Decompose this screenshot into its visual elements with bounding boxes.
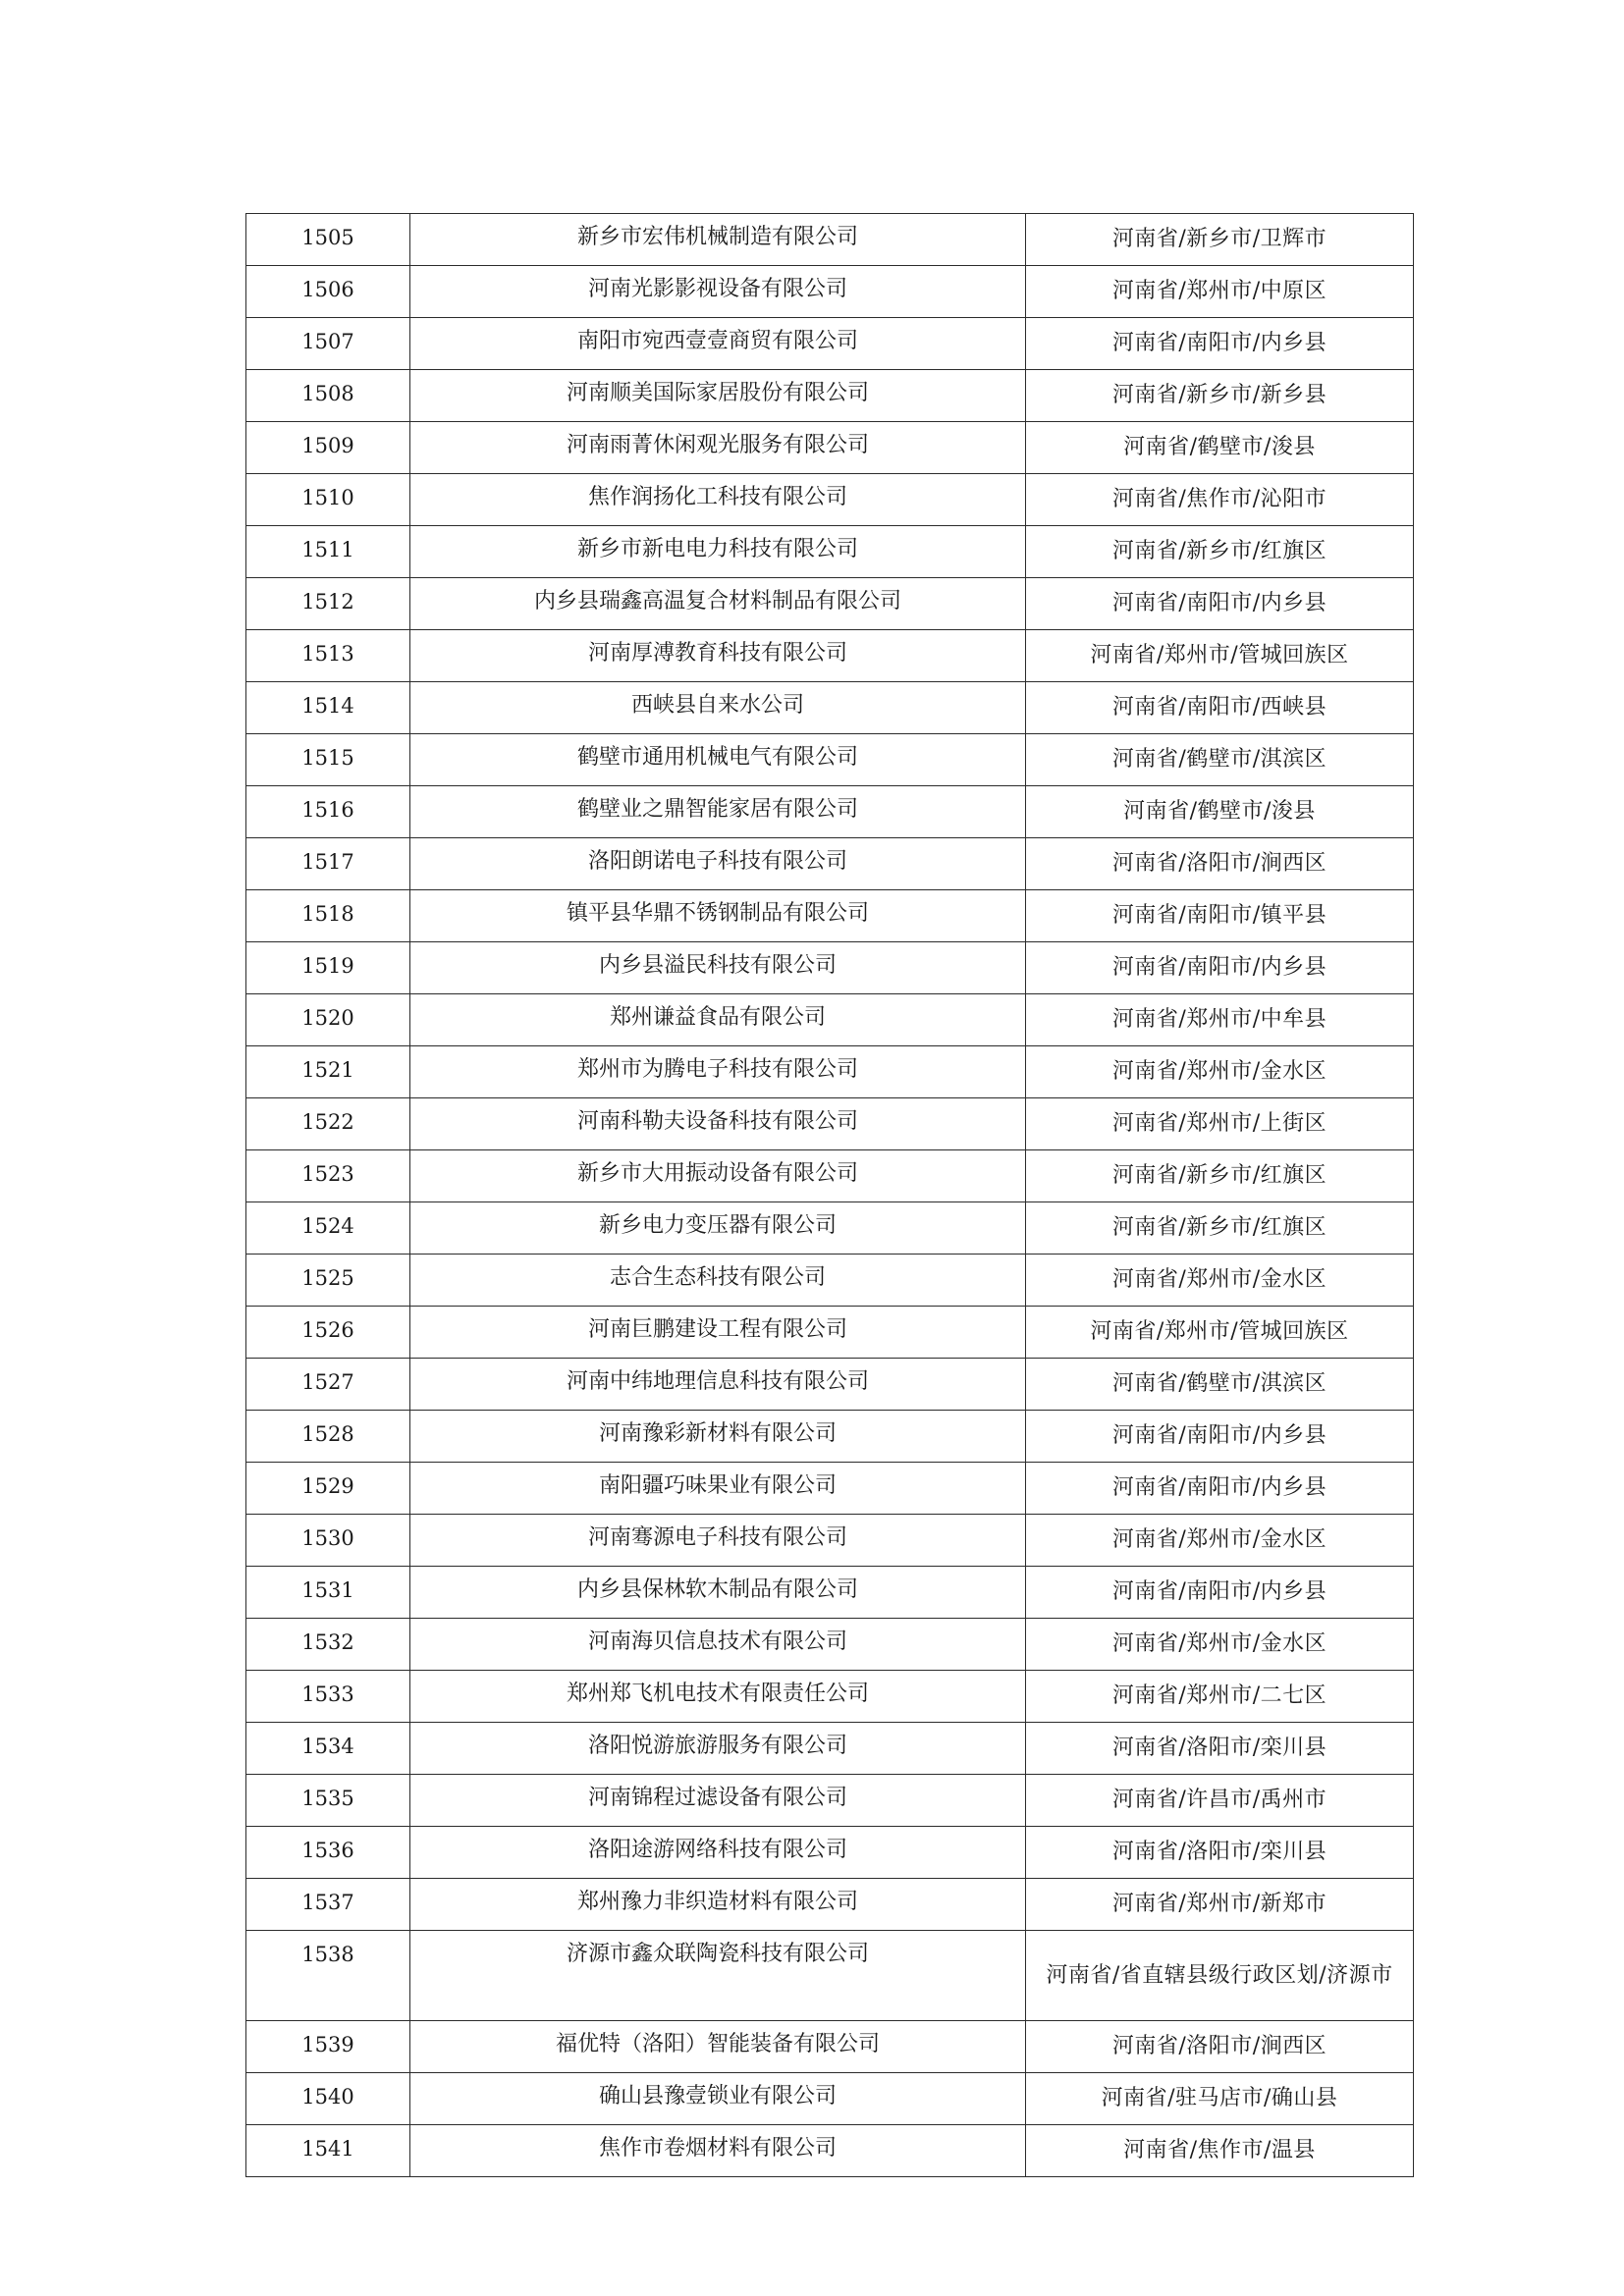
table-row [246, 1723, 1414, 1775]
company-name-cell: 焦作润扬化工科技有限公司 [410, 474, 1026, 526]
row-number-cell: 1541 [246, 2125, 410, 2177]
table-row [246, 1515, 1414, 1567]
row-number-cell: 1507 [246, 318, 410, 370]
region-cell: 河南省/焦作市/温县 [1026, 2125, 1414, 2177]
region-cell: 河南省/洛阳市/栾川县 [1026, 1723, 1414, 1775]
company-name-cell: 郑州郑飞机电技术有限责任公司 [410, 1671, 1026, 1723]
region-cell: 河南省/南阳市/西峡县 [1026, 682, 1414, 734]
row-number-cell: 1516 [246, 786, 410, 838]
region-cell: 河南省/郑州市/新郑市 [1026, 1879, 1414, 1931]
row-number-cell: 1540 [246, 2073, 410, 2125]
region-cell: 河南省/鹤壁市/淇滨区 [1026, 734, 1414, 786]
row-number-cell: 1512 [246, 578, 410, 630]
table-row [246, 786, 1414, 838]
company-name-cell: 南阳市宛西壹壹商贸有限公司 [410, 318, 1026, 370]
region-cell: 河南省/郑州市/管城回族区 [1026, 630, 1414, 682]
region-cell: 河南省/南阳市/内乡县 [1026, 1463, 1414, 1515]
table-row [246, 1567, 1414, 1619]
region-cell: 河南省/郑州市/金水区 [1026, 1046, 1414, 1098]
company-list-table [245, 213, 1414, 2177]
region-cell: 河南省/鹤壁市/淇滨区 [1026, 1359, 1414, 1411]
region-cell: 河南省/驻马店市/确山县 [1026, 2073, 1414, 2125]
company-name-cell: 河南巨鹏建设工程有限公司 [410, 1307, 1026, 1359]
table-row [246, 1202, 1414, 1255]
row-number-cell: 1520 [246, 994, 410, 1046]
table-row [246, 1775, 1414, 1827]
row-number-cell: 1522 [246, 1098, 410, 1150]
row-number-cell: 1535 [246, 1775, 410, 1827]
row-number-cell: 1508 [246, 370, 410, 422]
company-name-cell: 志合生态科技有限公司 [410, 1255, 1026, 1307]
company-name-cell: 新乡市新电电力科技有限公司 [410, 526, 1026, 578]
row-number-cell: 1518 [246, 890, 410, 942]
region-cell: 河南省/南阳市/内乡县 [1026, 1567, 1414, 1619]
region-cell: 河南省/南阳市/内乡县 [1026, 318, 1414, 370]
region-cell: 河南省/郑州市/金水区 [1026, 1515, 1414, 1567]
table-row [246, 2073, 1414, 2125]
company-name-cell: 河南科勒夫设备科技有限公司 [410, 1098, 1026, 1150]
table-row [246, 994, 1414, 1046]
company-name-cell: 洛阳悦游旅游服务有限公司 [410, 1723, 1026, 1775]
row-number-cell: 1531 [246, 1567, 410, 1619]
row-number-cell: 1524 [246, 1202, 410, 1255]
region-cell: 河南省/郑州市/中牟县 [1026, 994, 1414, 1046]
company-name-cell: 济源市鑫众联陶瓷科技有限公司 [410, 1931, 1026, 2021]
region-cell: 河南省/郑州市/上街区 [1026, 1098, 1414, 1150]
region-cell: 河南省/新乡市/红旗区 [1026, 1150, 1414, 1202]
company-name-cell: 河南雨菁休闲观光服务有限公司 [410, 422, 1026, 474]
table-row [246, 266, 1414, 318]
company-name-cell: 新乡市宏伟机械制造有限公司 [410, 214, 1026, 266]
row-number-cell: 1536 [246, 1827, 410, 1879]
row-number-cell: 1533 [246, 1671, 410, 1723]
table-row [246, 1619, 1414, 1671]
company-name-cell: 河南光影影视设备有限公司 [410, 266, 1026, 318]
company-name-cell: 洛阳朗诺电子科技有限公司 [410, 838, 1026, 890]
company-name-cell: 确山县豫壹锁业有限公司 [410, 2073, 1026, 2125]
row-number-cell: 1530 [246, 1515, 410, 1567]
region-cell: 河南省/南阳市/内乡县 [1026, 1411, 1414, 1463]
row-number-cell: 1537 [246, 1879, 410, 1931]
company-name-cell: 内乡县瑞鑫高温复合材料制品有限公司 [410, 578, 1026, 630]
table-row [246, 474, 1414, 526]
company-name-cell: 内乡县溢民科技有限公司 [410, 942, 1026, 994]
table-row [246, 214, 1414, 266]
row-number-cell: 1528 [246, 1411, 410, 1463]
region-cell: 河南省/郑州市/金水区 [1026, 1619, 1414, 1671]
table-row [246, 422, 1414, 474]
row-number-cell: 1527 [246, 1359, 410, 1411]
company-name-cell: 河南海贝信息技术有限公司 [410, 1619, 1026, 1671]
row-number-cell: 1532 [246, 1619, 410, 1671]
row-number-cell: 1523 [246, 1150, 410, 1202]
company-name-cell: 福优特（洛阳）智能装备有限公司 [410, 2021, 1026, 2073]
company-name-cell: 郑州市为腾电子科技有限公司 [410, 1046, 1026, 1098]
table-row [246, 1463, 1414, 1515]
region-cell: 河南省/新乡市/新乡县 [1026, 370, 1414, 422]
table-row [246, 1879, 1414, 1931]
row-number-cell: 1509 [246, 422, 410, 474]
row-number-cell: 1525 [246, 1255, 410, 1307]
row-number-cell: 1510 [246, 474, 410, 526]
table-row [246, 1255, 1414, 1307]
region-cell: 河南省/鹤壁市/浚县 [1026, 422, 1414, 474]
company-name-cell: 内乡县保林软木制品有限公司 [410, 1567, 1026, 1619]
row-number-cell: 1515 [246, 734, 410, 786]
region-cell: 河南省/郑州市/中原区 [1026, 266, 1414, 318]
region-cell: 河南省/新乡市/红旗区 [1026, 1202, 1414, 1255]
region-cell: 河南省/郑州市/二七区 [1026, 1671, 1414, 1723]
region-cell: 河南省/洛阳市/涧西区 [1026, 838, 1414, 890]
company-name-cell: 河南厚溥教育科技有限公司 [410, 630, 1026, 682]
row-number-cell: 1534 [246, 1723, 410, 1775]
region-cell: 河南省/郑州市/管城回族区 [1026, 1307, 1414, 1359]
region-cell: 河南省/新乡市/红旗区 [1026, 526, 1414, 578]
table-row [246, 838, 1414, 890]
company-name-cell: 鹤壁业之鼎智能家居有限公司 [410, 786, 1026, 838]
row-number-cell: 1517 [246, 838, 410, 890]
company-name-cell: 洛阳途游网络科技有限公司 [410, 1827, 1026, 1879]
table-row [246, 1411, 1414, 1463]
table-row [246, 1307, 1414, 1359]
company-name-cell: 河南锦程过滤设备有限公司 [410, 1775, 1026, 1827]
table-row [246, 1098, 1414, 1150]
table-row [246, 682, 1414, 734]
company-name-cell: 河南豫彩新材料有限公司 [410, 1411, 1026, 1463]
table-row [246, 1931, 1414, 2021]
region-cell: 河南省/鹤壁市/浚县 [1026, 786, 1414, 838]
table-row [246, 942, 1414, 994]
table-row [246, 1359, 1414, 1411]
company-name-cell: 河南顺美国际家居股份有限公司 [410, 370, 1026, 422]
region-cell: 河南省/许昌市/禹州市 [1026, 1775, 1414, 1827]
table-row [246, 890, 1414, 942]
table-row [246, 2021, 1414, 2073]
region-cell: 河南省/南阳市/内乡县 [1026, 578, 1414, 630]
table-row [246, 526, 1414, 578]
row-number-cell: 1511 [246, 526, 410, 578]
table-row [246, 2125, 1414, 2177]
company-name-cell: 郑州谦益食品有限公司 [410, 994, 1026, 1046]
table-row [246, 578, 1414, 630]
region-cell: 河南省/洛阳市/栾川县 [1026, 1827, 1414, 1879]
row-number-cell: 1519 [246, 942, 410, 994]
row-number-cell: 1526 [246, 1307, 410, 1359]
row-number-cell: 1521 [246, 1046, 410, 1098]
table-row [246, 1827, 1414, 1879]
company-name-cell: 南阳疆巧味果业有限公司 [410, 1463, 1026, 1515]
table-row [246, 1150, 1414, 1202]
company-name-cell: 新乡市大用振动设备有限公司 [410, 1150, 1026, 1202]
company-name-cell: 镇平县华鼎不锈钢制品有限公司 [410, 890, 1026, 942]
row-number-cell: 1539 [246, 2021, 410, 2073]
region-cell: 河南省/洛阳市/涧西区 [1026, 2021, 1414, 2073]
table-row [246, 318, 1414, 370]
region-cell: 河南省/新乡市/卫辉市 [1026, 214, 1414, 266]
region-cell: 河南省/南阳市/内乡县 [1026, 942, 1414, 994]
table-row [246, 370, 1414, 422]
table-row [246, 1671, 1414, 1723]
table-row [246, 1046, 1414, 1098]
table-row [246, 734, 1414, 786]
region-cell: 河南省/郑州市/金水区 [1026, 1255, 1414, 1307]
row-number-cell: 1513 [246, 630, 410, 682]
row-number-cell: 1506 [246, 266, 410, 318]
table-body [246, 214, 1414, 2177]
region-cell: 河南省/省直辖县级行政区划/济源市 [1026, 1931, 1414, 2021]
company-name-cell: 西峡县自来水公司 [410, 682, 1026, 734]
company-name-cell: 河南骞源电子科技有限公司 [410, 1515, 1026, 1567]
company-name-cell: 焦作市卷烟材料有限公司 [410, 2125, 1026, 2177]
company-name-cell: 鹤壁市通用机械电气有限公司 [410, 734, 1026, 786]
company-name-cell: 郑州豫力非织造材料有限公司 [410, 1879, 1026, 1931]
region-cell: 河南省/焦作市/沁阳市 [1026, 474, 1414, 526]
row-number-cell: 1514 [246, 682, 410, 734]
row-number-cell: 1538 [246, 1931, 410, 2021]
company-name-cell: 新乡电力变压器有限公司 [410, 1202, 1026, 1255]
table-row [246, 630, 1414, 682]
row-number-cell: 1529 [246, 1463, 410, 1515]
row-number-cell: 1505 [246, 214, 410, 266]
region-cell: 河南省/南阳市/镇平县 [1026, 890, 1414, 942]
company-name-cell: 河南中纬地理信息科技有限公司 [410, 1359, 1026, 1411]
